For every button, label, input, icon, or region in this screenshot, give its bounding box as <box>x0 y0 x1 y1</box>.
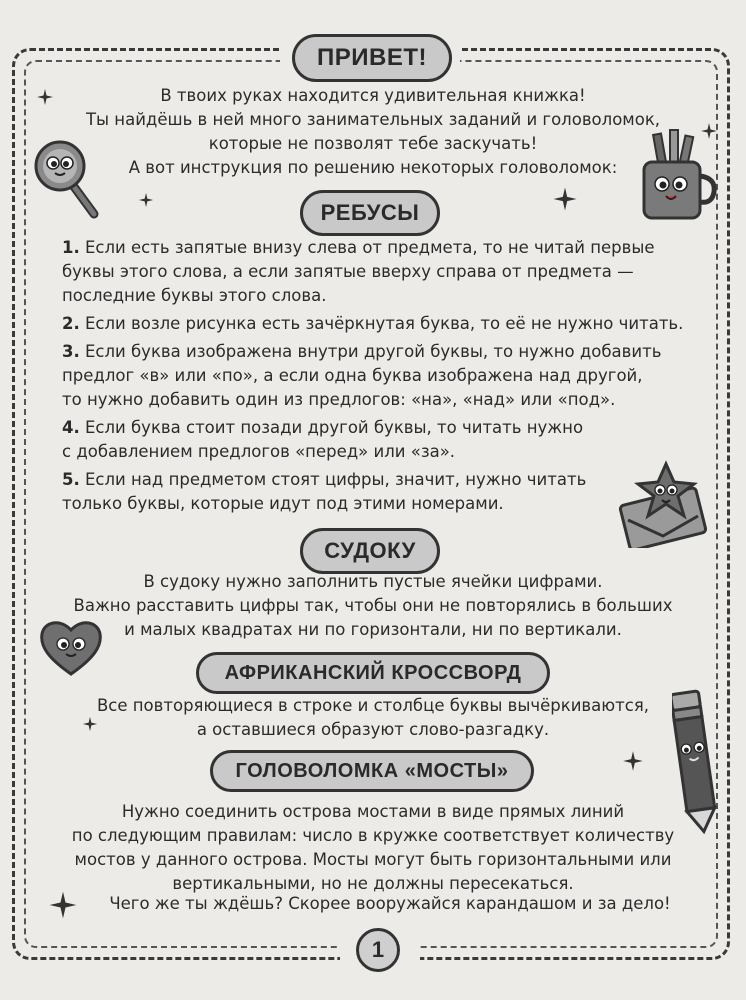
sparkle-icon <box>138 192 154 208</box>
crossword-line: а оставшиеся образуют слово-разгадку. <box>196 720 550 739</box>
rebus-item-2 <box>62 312 683 336</box>
bridges-heading-text: ГОЛОВОЛОМКА «МОСТЫ» <box>235 759 509 782</box>
item-number: 2. <box>62 314 80 333</box>
sparkle-icon <box>622 750 644 772</box>
rebus-item-1 <box>62 236 655 260</box>
section-heading-sudoku <box>300 528 440 574</box>
rebus-heading-text: РЕБУСЫ <box>320 200 420 225</box>
envelope-star-character-icon <box>616 458 716 548</box>
intro-line: которые не позволят тебе заскучать! <box>208 134 538 153</box>
item-number: 5. <box>62 470 80 489</box>
rebus-item-3-cont: то нужно добавить один из предлогов: «на», «над» или «под». <box>62 390 616 409</box>
rebus-item-4 <box>62 416 583 440</box>
rebus-item-4-cont: с добавлением предлогов «перед» или «за». <box>62 442 456 461</box>
item-number: 1. <box>62 238 80 257</box>
bridges-line: мостов у данного острова. Мосты могут быть горизонтальными или <box>74 850 672 869</box>
page-number <box>356 928 400 972</box>
item-text: Если буква изображена внутри другой буквы, то нужно добавить <box>85 342 662 361</box>
sparkle-icon <box>82 716 98 732</box>
rebus-item-1-cont: последние буквы этого слова. <box>62 286 327 305</box>
closing-line: Чего же ты ждёшь? Скорее вооружайся карандашом и за дело! <box>109 894 671 913</box>
rebus-item-5-cont: только буквы, которые идут под этими номерами. <box>62 494 504 513</box>
heart-character-icon <box>38 616 104 678</box>
item-text: Если буква стоит позади другой буквы, то читать нужно <box>85 418 584 437</box>
page-title <box>292 34 452 82</box>
sudoku-line: Важно расставить цифры так, чтобы они не повторялись в больших <box>73 596 673 615</box>
crossword-heading-text: АФРИКАНСКИЙ КРОССВОРД <box>224 661 522 684</box>
sparkle-icon <box>36 88 54 106</box>
pencil-character-icon <box>672 686 718 836</box>
crossword-line: Все повторяющиеся в строке и столбце буквы вычёркиваются, <box>96 696 650 715</box>
pencil-cup-character-icon <box>634 128 718 224</box>
rebus-item-5 <box>62 468 586 492</box>
item-number: 4. <box>62 418 80 437</box>
intro-line: Ты найдёшь в ней много занимательных заданий и головоломок, <box>85 110 661 129</box>
page-title-text: ПРИВЕТ! <box>317 44 427 71</box>
page-number-text: 1 <box>371 937 385 962</box>
bridges-line: вертикальными, но не должны пересекаться. <box>172 874 574 893</box>
rebus-item-1-cont: буквы этого слова, а если запятые вверху справа от предмета — <box>62 262 634 281</box>
intro-line: В твоих руках находится удивительная книжка! <box>160 86 586 105</box>
sudoku-line: В судоку нужно заполнить пустые ячейки цифрами. <box>143 572 603 591</box>
item-text: Если над предметом стоят цифры, значит, нужно читать <box>85 470 587 489</box>
sudoku-line: и малых квадратах ни по горизонтали, ни по вертикали. <box>124 620 622 639</box>
section-heading-crossword <box>196 652 550 694</box>
sparkle-icon <box>552 186 578 212</box>
section-heading-rebus <box>300 190 440 236</box>
magnifier-character-icon <box>32 138 102 222</box>
item-text: Если возле рисунка есть зачёркнутая буква, то её не нужно читать. <box>85 314 684 333</box>
item-text: Если есть запятые внизу слева от предмета, то не читай первые <box>85 238 655 257</box>
rebus-item-3-cont: предлог «в» или «по», а если одна буква изображена над другой, <box>62 366 643 385</box>
item-number: 3. <box>62 342 80 361</box>
intro-line: А вот инструкция по решению некоторых головоломок: <box>128 158 618 177</box>
bridges-line: Нужно соединить острова мостами в виде прямых линий <box>121 802 625 821</box>
sudoku-heading-text: СУДОКУ <box>324 538 416 563</box>
sparkle-icon <box>48 890 78 920</box>
bridges-line: по следующим правилам: число в кружке соответствует количеству <box>71 826 675 845</box>
rebus-item-3 <box>62 340 661 364</box>
sparkle-icon <box>700 122 718 140</box>
section-heading-bridges <box>210 750 534 792</box>
